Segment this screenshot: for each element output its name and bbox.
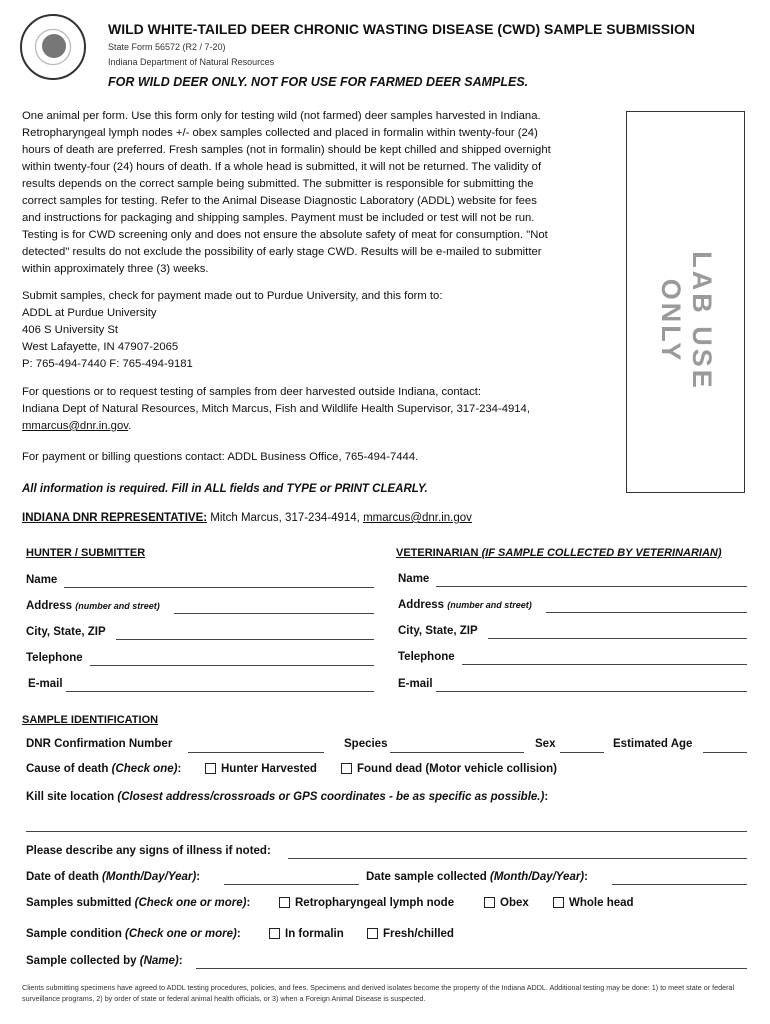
samples-submitted-label [26, 897, 250, 909]
estimated-age-label: Estimated Age [613, 738, 693, 750]
collected-date-field[interactable] [612, 884, 747, 885]
lab-use-label: LAB USE ONLY [656, 251, 717, 391]
lymph-node-label: Retropharyngeal lymph node [295, 897, 455, 909]
instruction-line: Retropharyngeal lymph nodes +/- obex samples collected and placed in formalin within twenty-four (24) [22, 127, 538, 139]
sample-heading: SAMPLE IDENTIFICATION [22, 714, 159, 726]
death-date-text: Date of death [26, 871, 103, 883]
in-formalin-label: In formalin [285, 928, 344, 940]
condition-hint: (Check one or more) [125, 928, 237, 940]
contact-email-link[interactable]: mmarcus@dnr.in.gov [22, 420, 129, 432]
found-dead-label: Found dead (Motor vehicle collision) [357, 763, 557, 775]
estimated-age-field[interactable] [703, 752, 747, 753]
kill-site-field[interactable] [26, 831, 747, 832]
hunter-harvested-checkbox[interactable] [205, 763, 216, 774]
instruction-line: Testing is for CWD screening only and does not ensure the absolute safety of meat for consumption. "Not [22, 229, 548, 241]
vet-name-label: Name [398, 573, 430, 585]
vet-email-field[interactable] [436, 691, 747, 692]
address-line: 406 S University St [22, 324, 119, 336]
colon: : [236, 928, 241, 940]
collected-date-hint: (Month/Day/Year) [490, 871, 585, 883]
vet-name-field[interactable] [436, 586, 747, 587]
collected-by-label [26, 955, 183, 967]
vet-city-label: City, State, ZIP [398, 625, 478, 637]
whole-head-label: Whole head [569, 897, 634, 909]
kill-site-text: Kill site location [26, 791, 118, 803]
species-field[interactable] [390, 752, 524, 753]
vet-heading-hint: (IF SAMPLE COLLECTED BY VETERINARIAN) [481, 547, 722, 559]
footer-disclaimer: Clients submitting specimens have agreed to ADDL testing procedures, policies, and fees. Specimens and derived isolates become the property of the Indiana ADDL. Additional testing may be done: 1) to meet state or federal surveillance programs, 2) by order of state or federal animal health officials, or 3) when a Foreign Animal Disease is suspected. [22, 983, 735, 1003]
hunter-telephone-field[interactable] [90, 665, 374, 666]
questions-line: For questions or to request testing of samples from deer harvested outside Indiana, contact: [22, 386, 482, 398]
wild-deer-warning: FOR WILD DEER ONLY. NOT FOR USE FOR FARMED DEER SAMPLES. [108, 75, 529, 89]
period: . [128, 420, 132, 432]
sex-field[interactable] [560, 752, 604, 753]
instruction-line: and instructions for packaging and shipping samples. Payment must be included or test will not be run. [22, 212, 535, 224]
sample-condition-label [26, 928, 241, 940]
hunter-harvested-label: Hunter Harvested [221, 763, 317, 775]
colon: : [246, 897, 251, 909]
state-seal-logo [20, 14, 86, 80]
sex-label: Sex [535, 738, 556, 750]
address-hint: (number and street) [75, 601, 160, 611]
billing-contact: For payment or billing questions contact: ADDL Business Office, 765-494-7444. [22, 451, 419, 463]
address-line: P: 765-494-7440 F: 765-494-9181 [22, 358, 193, 370]
cause-hint: (Check one) [111, 763, 178, 775]
vet-heading [396, 547, 722, 559]
kill-site-hint: (Closest address/crossroads or GPS coordinates - be as specific as possible.) [117, 791, 545, 803]
cause-of-death-label [26, 763, 181, 775]
hunter-telephone-label: Telephone [26, 652, 83, 664]
cause-text: Cause of death [26, 763, 112, 775]
instruction-line: hours of death are preferred. Fresh samples (not in formalin) should be kept chilled and shipped overnight [22, 144, 551, 156]
address-line: West Lafayette, IN 47907-2065 [22, 341, 179, 353]
colon: : [196, 871, 201, 883]
vet-email-label: E-mail [398, 678, 433, 690]
hunter-address-label [26, 600, 160, 612]
dnr-confirmation-label: DNR Confirmation Number [26, 738, 173, 750]
obex-label: Obex [500, 897, 529, 909]
death-date-field[interactable] [224, 884, 359, 885]
dnr-confirmation-field[interactable] [188, 752, 324, 753]
hunter-city-label: City, State, ZIP [26, 626, 106, 638]
hunter-name-field[interactable] [64, 587, 374, 588]
mailing-address-block [22, 288, 612, 373]
vet-address-field[interactable] [546, 612, 747, 613]
hunter-name-label: Name [26, 574, 58, 586]
address-hint: (number and street) [447, 600, 532, 610]
fresh-chilled-label: Fresh/chilled [383, 928, 454, 940]
submitted-text: Samples submitted [26, 897, 135, 909]
lymph-node-checkbox[interactable] [279, 897, 290, 908]
instructions-block [22, 108, 612, 278]
in-formalin-checkbox[interactable] [269, 928, 280, 939]
dnr-representative [22, 512, 472, 524]
dnr-rep-email-link[interactable]: mmarcus@dnr.in.gov [363, 512, 472, 524]
instruction-line: correct samples for testing. Refer to the Animal Disease Diagnostic Laboratory (ADDL) website for fees [22, 195, 537, 207]
form-title: WILD WHITE-TAILED DEER CHRONIC WASTING DISEASE (CWD) SAMPLE SUBMISSION [108, 21, 695, 37]
vet-telephone-field[interactable] [462, 664, 747, 665]
found-dead-checkbox[interactable] [341, 763, 352, 774]
whole-head-checkbox[interactable] [553, 897, 564, 908]
obex-checkbox[interactable] [484, 897, 495, 908]
form-number: State Form 56572 (R2 / 7-20) [108, 42, 226, 52]
instruction-line: results depends on the correct sample being submitted. The submitter is responsible for submitting the [22, 178, 534, 190]
colon: : [178, 955, 183, 967]
hunter-address-field[interactable] [174, 613, 374, 614]
vet-address-label [398, 599, 532, 611]
colon: : [544, 791, 549, 803]
instruction-line: within twenty-four (24) hours of death. If a whole head is submitted, it will not be returned. The validity of [22, 161, 542, 173]
address-text: Address [398, 599, 445, 611]
colon: : [177, 763, 182, 775]
collected-date-label [366, 871, 588, 883]
questions-contact-block [22, 384, 612, 435]
species-label: Species [344, 738, 388, 750]
address-line: ADDL at Purdue University [22, 307, 157, 319]
hunter-email-label: E-mail [28, 678, 63, 690]
vet-heading-text: VETERINARIAN [396, 547, 482, 559]
collected-by-hint: (Name) [139, 955, 179, 967]
death-date-hint: (Month/Day/Year) [102, 871, 197, 883]
vet-city-field[interactable] [488, 638, 747, 639]
collected-date-text: Date sample collected [366, 871, 490, 883]
instruction-line: detected" results do not exclude the possibility of early stage CWD. Results will be e-mailed to submitter [22, 246, 542, 258]
required-notice: All information is required. Fill in ALL fields and TYPE or PRINT CLEARLY. [22, 483, 428, 495]
dnr-rep-value: Mitch Marcus, 317-234-4914, [210, 512, 364, 524]
colon: : [584, 871, 588, 883]
address-text: Address [26, 600, 73, 612]
kill-site-label [26, 791, 548, 803]
instruction-line: within approximately three (3) weeks. [22, 263, 209, 275]
illness-field[interactable] [288, 858, 747, 859]
hunter-city-field[interactable] [116, 639, 374, 640]
hunter-email-field[interactable] [66, 691, 374, 692]
condition-text: Sample condition [26, 928, 126, 940]
agency-name: Indiana Department of Natural Resources [108, 57, 275, 67]
address-line: Submit samples, check for payment made out to Purdue University, and this form to: [22, 290, 443, 302]
illness-label: Please describe any signs of illness if noted: [26, 845, 271, 857]
hunter-heading: HUNTER / SUBMITTER [26, 547, 146, 559]
questions-line: Indiana Dept of Natural Resources, Mitch Marcus, Fish and Wildlife Health Supervisor, 317-234-4914, [22, 403, 530, 415]
death-date-label [26, 871, 200, 883]
vet-telephone-label: Telephone [398, 651, 455, 663]
collected-by-text: Sample collected by [26, 955, 140, 967]
collected-by-field[interactable] [196, 968, 747, 969]
dnr-rep-label: INDIANA DNR REPRESENTATIVE: [22, 512, 208, 524]
fresh-chilled-checkbox[interactable] [367, 928, 378, 939]
instruction-line: One animal per form. Use this form only for testing wild (not farmed) deer samples harvested in Indiana. [22, 110, 541, 122]
submitted-hint: (Check one or more) [134, 897, 247, 909]
